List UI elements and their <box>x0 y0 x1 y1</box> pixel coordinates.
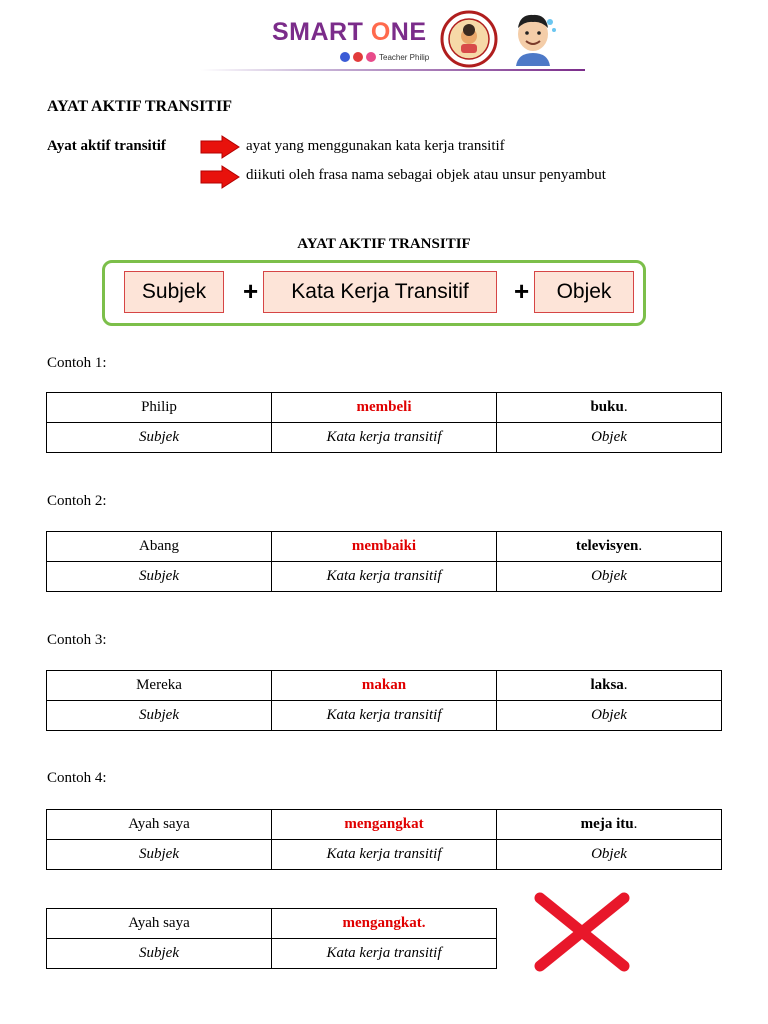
subject-cell: Mereka <box>47 671 272 701</box>
verb-cell: membaiki <box>272 532 497 562</box>
table-row <box>47 671 722 701</box>
example-table <box>46 670 722 731</box>
subject-cell: Philip <box>47 393 272 423</box>
teacher-avatar-icon <box>508 10 558 66</box>
example-table <box>46 809 722 870</box>
object-cell: meja itu. <box>497 810 722 840</box>
tuition-seal-icon <box>440 10 498 68</box>
role-cell: Kata kerja transitif <box>272 939 497 969</box>
role-cell: Objek <box>497 423 722 453</box>
table-row <box>47 562 722 592</box>
formula-verb-box: Kata Kerja Transitif <box>263 271 497 313</box>
table-row <box>47 939 497 969</box>
verb-cell: makan <box>272 671 497 701</box>
cross-mark-icon <box>530 890 634 974</box>
brand-logo: SMART ONE <box>272 18 427 46</box>
example-table <box>46 531 722 592</box>
example-table <box>46 392 722 453</box>
example-label: Contoh 3: <box>47 632 107 648</box>
formula-title: AYAT AKTIF TRANSITIF <box>297 236 471 252</box>
verb-cell: mengangkat. <box>272 909 497 939</box>
definition-line-1: ayat yang menggunakan kata kerja transitif <box>246 138 505 154</box>
object-cell: televisyen. <box>497 532 722 562</box>
role-cell: Kata kerja transitif <box>272 423 497 453</box>
role-cell: Kata kerja transitif <box>272 701 497 731</box>
role-cell: Objek <box>497 840 722 870</box>
table-row <box>47 532 722 562</box>
formula-object-box: Objek <box>534 271 634 313</box>
role-cell: Kata kerja transitif <box>272 840 497 870</box>
definition-label: Ayat aktif transitif <box>47 138 166 154</box>
page-title: AYAT AKTIF TRANSITIF <box>47 98 232 115</box>
plus-sign: + <box>514 276 530 306</box>
object-cell: laksa. <box>497 671 722 701</box>
example-label: Contoh 2: <box>47 493 107 509</box>
role-cell: Kata kerja transitif <box>272 562 497 592</box>
arrow-right-icon <box>200 165 240 189</box>
role-cell: Subjek <box>47 840 272 870</box>
role-cell: Objek <box>497 701 722 731</box>
example-label: Contoh 4: <box>47 770 107 786</box>
facebook-icon <box>340 52 350 62</box>
verb-cell: membeli <box>272 393 497 423</box>
role-cell: Subjek <box>47 562 272 592</box>
example-label: Contoh 1: <box>47 355 107 371</box>
youtube-icon <box>353 52 363 62</box>
table-row <box>47 701 722 731</box>
verb-cell: mengangkat <box>272 810 497 840</box>
role-cell: Subjek <box>47 939 272 969</box>
wrong-example-table <box>46 908 497 969</box>
role-cell: Subjek <box>47 423 272 453</box>
table-row <box>47 393 722 423</box>
teacher-name: Teacher Philip <box>379 52 430 62</box>
subject-cell: Ayah saya <box>47 810 272 840</box>
role-cell: Objek <box>497 562 722 592</box>
table-row <box>47 840 722 870</box>
definition-line-2: diikuti oleh frasa nama sebagai objek atau unsur penyambut <box>246 167 606 183</box>
role-cell: Subjek <box>47 701 272 731</box>
plus-sign: + <box>243 276 259 306</box>
object-cell: buku. <box>497 393 722 423</box>
subject-cell: Abang <box>47 532 272 562</box>
social-links <box>340 50 429 64</box>
formula-subject-box: Subjek <box>124 271 224 313</box>
table-row <box>47 810 722 840</box>
instagram-icon <box>366 52 376 62</box>
subject-cell: Ayah saya <box>47 909 272 939</box>
table-row <box>47 909 497 939</box>
header-divider <box>200 69 585 71</box>
arrow-right-icon <box>200 135 240 159</box>
table-row <box>47 423 722 453</box>
